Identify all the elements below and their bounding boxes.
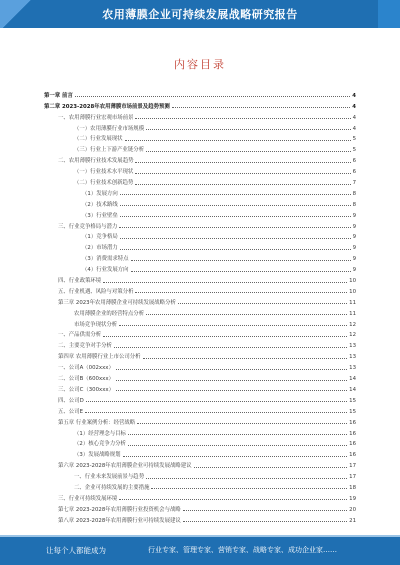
toc-entry-title: 第三章 2023年农用薄膜企业可持续发展战略分析	[58, 299, 176, 306]
toc-entry[interactable]	[44, 491, 356, 502]
toc-entry-title: （2）核心竞争力分析	[74, 441, 126, 448]
toc-leader-dots	[135, 291, 347, 293]
toc-entry-title: 一、产品供需分析	[58, 332, 102, 339]
toc-entry[interactable]	[44, 175, 356, 186]
toc-entry[interactable]	[44, 110, 356, 121]
toc-entry[interactable]	[44, 371, 356, 382]
toc-entry-title: （一）行业技术水平现状	[74, 169, 134, 176]
toc-entry-title: 四、公司D	[58, 397, 84, 404]
toc-entry-title: （1）发展方向	[82, 190, 118, 197]
toc-page-number: 16	[349, 441, 356, 448]
toc-entry[interactable]	[44, 404, 356, 415]
toc-entry-title: （三）行业上下游产业链分析	[74, 147, 145, 154]
toc-page-number: 6	[352, 158, 356, 165]
toc-leader-dots	[128, 444, 347, 446]
toc-entry-title: 五、公司E	[58, 408, 83, 415]
toc-entry-title: （1）竞争格局	[82, 234, 118, 241]
toc-entry-title: 一、农用薄膜行业宏观市场前景	[58, 114, 134, 121]
toc-page-number: 9	[352, 234, 356, 241]
toc-leader-dots	[85, 411, 347, 413]
toc-entry-title: 三、行业可持续发展环境	[58, 495, 118, 502]
toc-leader-dots	[75, 95, 350, 97]
toc-entry[interactable]	[44, 142, 356, 153]
toc-entry[interactable]	[44, 328, 356, 339]
toc-leader-dots	[103, 281, 347, 283]
toc-entry-title: 三、行业竞争格局与潜力	[58, 223, 118, 230]
toc-leader-dots	[114, 346, 347, 348]
toc-page-number: 21	[349, 517, 356, 524]
toc-entry-title: 第五章 行业案例分析：经营战略	[58, 419, 136, 426]
toc-entry-title: （2）技术路线	[82, 201, 118, 208]
toc-entry-title: （二）行业发展现状	[74, 136, 123, 143]
toc-page-number: 4	[352, 103, 356, 110]
toc-page-number: 9	[352, 267, 356, 274]
toc-leader-dots	[146, 477, 347, 479]
footer-slogan-right: 行业专家、管理专家、营销专家、战略专家、成功企业家……	[148, 546, 337, 554]
toc-entry[interactable]	[44, 317, 356, 328]
toc-page-number: 10	[349, 278, 356, 285]
toc-leader-dots	[119, 498, 347, 500]
page-header-band	[0, 0, 400, 28]
toc-entry[interactable]	[44, 426, 356, 437]
toc-entry[interactable]	[44, 502, 356, 513]
toc-entry-title: （3）发展战略规划	[74, 452, 121, 459]
toc-entry[interactable]	[44, 382, 356, 393]
toc-entry[interactable]	[44, 164, 356, 175]
toc-leader-dots	[135, 172, 350, 174]
toc-page-number: 16	[349, 430, 356, 437]
toc-page-number: 15	[349, 408, 356, 415]
toc-leader-dots	[116, 389, 347, 391]
toc-page-number: 8	[352, 201, 356, 208]
toc-page-number: 9	[352, 212, 356, 219]
toc-leader-dots	[120, 248, 351, 250]
toc-leader-dots	[143, 357, 348, 359]
toc-entry-title: 二、公司B（600xxx）	[58, 376, 114, 383]
toc-page-number: 11	[349, 299, 356, 306]
toc-entry-title: 第六章 2023-2028年农用薄膜企业可持续发展战略建议	[58, 463, 192, 470]
toc-entry[interactable]	[44, 284, 356, 295]
toc-entry-title: （4）行业发展方向	[82, 267, 129, 274]
toc-entry[interactable]	[44, 240, 356, 251]
toc-entry-title: 市场竞争现状分析	[74, 321, 118, 328]
toc-entry[interactable]	[44, 447, 356, 458]
toc-leader-dots	[120, 237, 351, 239]
toc-page-number: 12	[349, 321, 356, 328]
toc-entry[interactable]	[44, 480, 356, 491]
toc-entry[interactable]	[44, 262, 356, 273]
toc-entry[interactable]	[44, 513, 356, 524]
toc-entry-title: 农用薄膜企业的经营特点分析	[74, 310, 145, 317]
toc-leader-dots	[183, 520, 347, 522]
toc-page-number: 4	[352, 125, 356, 132]
toc-page-number: 9	[352, 256, 356, 263]
toc-entry-title: 第七章 2023-2028年农用薄膜行业投资机会与战略	[58, 506, 181, 513]
toc-leader-dots	[125, 139, 351, 141]
toc-leader-dots	[183, 509, 347, 511]
toc-entry[interactable]	[44, 186, 356, 197]
toc-entry[interactable]	[44, 251, 356, 262]
toc-entry[interactable]	[44, 273, 356, 284]
toc-entry[interactable]	[44, 230, 356, 241]
table-of-contents	[44, 88, 356, 524]
toc-entry-title: 一、公司A（002xxx）	[58, 365, 114, 372]
toc-leader-dots	[103, 335, 347, 337]
toc-page-number: 14	[349, 386, 356, 393]
toc-leader-dots	[151, 487, 347, 489]
toc-leader-dots	[135, 117, 350, 119]
toc-entry-title: 第一章 前言	[44, 92, 73, 99]
toc-leader-dots	[131, 259, 351, 261]
toc-page-number: 20	[349, 506, 356, 513]
toc-leader-dots	[120, 204, 351, 206]
toc-entry[interactable]	[44, 219, 356, 230]
toc-entry-title: 五、行业机遇、风险与对策分析	[58, 288, 134, 295]
toc-page-number: 8	[352, 190, 356, 197]
toc-entry[interactable]	[44, 132, 356, 143]
toc-page-number: 7	[352, 180, 356, 187]
header-corner-accent	[378, 0, 400, 28]
toc-entry[interactable]	[44, 338, 356, 349]
toc-entry[interactable]	[44, 349, 356, 360]
toc-entry-title: 四、行业政策环境	[58, 278, 102, 285]
toc-page-number: 9	[352, 245, 356, 252]
toc-entry-title: （3）行业壁垒	[82, 212, 118, 219]
toc-page-number: 6	[352, 169, 356, 176]
toc-leader-dots	[123, 455, 348, 457]
toc-entry-title: 二、主要竞争对手分析	[58, 343, 112, 350]
toc-entry[interactable]	[44, 469, 356, 480]
toc-entry[interactable]	[44, 360, 356, 371]
toc-leader-dots	[119, 226, 350, 228]
toc-title: 内容目录	[174, 58, 226, 71]
toc-page-number: 5	[352, 136, 356, 143]
toc-page-number: 16	[349, 419, 356, 426]
toc-entry-title: 第八章 2023-2028年农用薄膜行业可持续发展建议	[58, 517, 181, 524]
toc-entry[interactable]	[44, 208, 356, 219]
toc-page-number: 12	[349, 332, 356, 339]
toc-page-number: 5	[352, 147, 356, 154]
toc-entry-title: 一、行业未来发展前景与趋势	[74, 474, 145, 481]
toc-page-number: 17	[349, 463, 356, 470]
toc-page-number: 4	[352, 114, 356, 121]
toc-leader-dots	[128, 433, 347, 435]
toc-leader-dots	[120, 193, 351, 195]
toc-leader-dots	[172, 106, 350, 108]
toc-page-number: 17	[349, 474, 356, 481]
toc-entry[interactable]	[44, 197, 356, 208]
toc-entry-title: （3）消费需求特点	[82, 256, 129, 263]
toc-page-number: 13	[349, 343, 356, 350]
toc-leader-dots	[137, 422, 347, 424]
toc-page-number: 13	[349, 365, 356, 372]
toc-entry[interactable]	[44, 393, 356, 404]
toc-leader-dots	[135, 161, 350, 163]
toc-entry-title: 三、公司C（300xxx）	[58, 386, 114, 393]
toc-entry-title: 第二章 2023-2028年农用薄膜市场前景及趋势预测	[44, 103, 170, 110]
toc-leader-dots	[146, 150, 350, 152]
toc-page-number: 4	[352, 92, 356, 99]
page-footer-band	[0, 537, 400, 565]
toc-leader-dots	[120, 215, 351, 217]
toc-page-number: 11	[349, 310, 356, 317]
toc-page-number: 9	[352, 223, 356, 230]
toc-entry[interactable]	[44, 437, 356, 448]
toc-entry-title: 二、企业可持续发展的主要措施	[74, 484, 150, 491]
toc-entry-title: 第四章 农用薄膜行业上市公司分析	[58, 354, 141, 361]
footer-slogan-left: 让每个人都能成为	[46, 546, 106, 555]
toc-entry[interactable]	[44, 99, 356, 110]
toc-page-number: 14	[349, 376, 356, 383]
toc-leader-dots	[146, 313, 347, 315]
toc-entry[interactable]	[44, 295, 356, 306]
toc-page-number: 19	[349, 495, 356, 502]
toc-page-number: 18	[349, 484, 356, 491]
report-title: 农用薄膜企业可持续发展战略研究报告	[102, 8, 298, 21]
toc-entry[interactable]	[44, 121, 356, 132]
toc-leader-dots	[146, 128, 350, 130]
toc-leader-dots	[86, 400, 347, 402]
toc-entry-title: （二）行业技术创新趋势	[74, 180, 134, 187]
toc-leader-dots	[116, 368, 347, 370]
toc-leader-dots	[194, 466, 348, 468]
toc-page-number: 13	[349, 354, 356, 361]
toc-page-number: 10	[349, 288, 356, 295]
toc-leader-dots	[131, 270, 351, 272]
toc-entry[interactable]	[44, 88, 356, 99]
toc-entry-title: （1）经营理念与目标	[74, 430, 126, 437]
toc-entry[interactable]	[44, 153, 356, 164]
toc-leader-dots	[116, 379, 347, 381]
toc-leader-dots	[119, 324, 347, 326]
toc-leader-dots	[178, 302, 347, 304]
toc-leader-dots	[135, 183, 350, 185]
toc-page-number: 16	[349, 452, 356, 459]
toc-entry[interactable]	[44, 415, 356, 426]
toc-entry-title: （2）市场潜力	[82, 245, 118, 252]
toc-page-number: 15	[349, 397, 356, 404]
toc-entry[interactable]	[44, 306, 356, 317]
toc-entry[interactable]	[44, 458, 356, 469]
toc-entry-title: （一）农用薄膜行业市场规模	[74, 125, 145, 132]
toc-entry-title: 二、农用薄膜行业技术发展趋势	[58, 158, 134, 165]
